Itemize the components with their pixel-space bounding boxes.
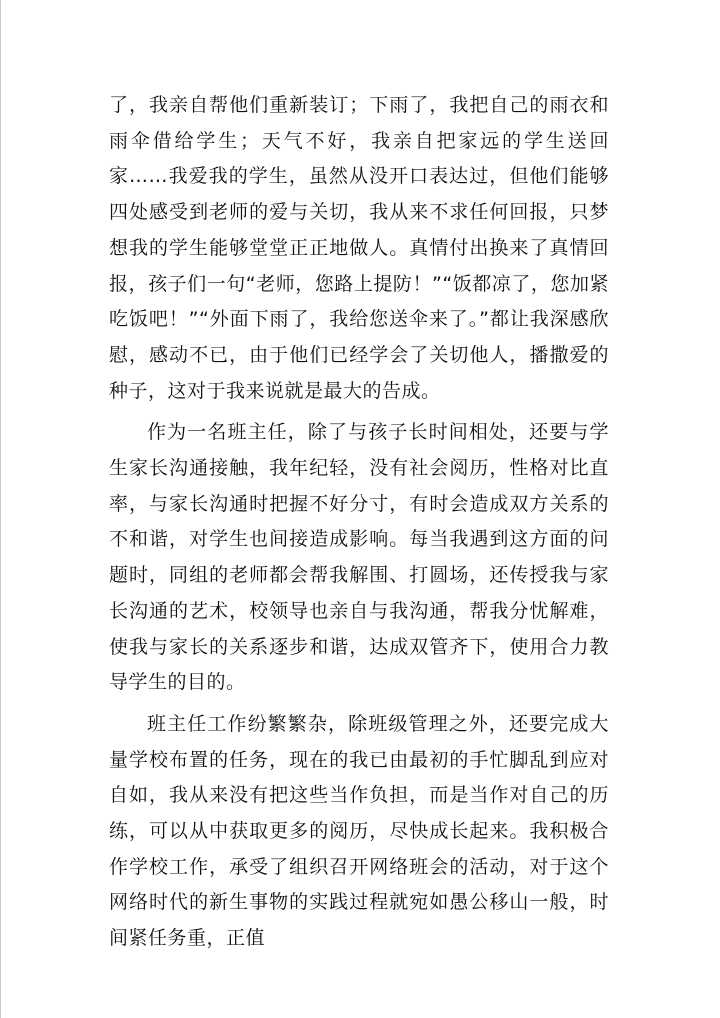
paragraph-1: 了，我亲自帮他们重新装订；下雨了，我把自己的雨衣和雨伞借给学生；天气不好，我亲自把家远的学生送回家……我爱我的学生，虽然从没开口表达过，但他们能够四处感受到老师的爱与关切，我从来不求任何回报，只梦想我的学生能够堂堂正正地做人。真情付出换来了真情回报，孩子们一句“老师，您路上提防！”“饭都凉了，您加紧吃饭吧！”“外面下雨了，我给您送伞来了。”都让我深感欣慰，感动不已，由于他们已经学会了关切他人，播撒爱的种子，这对于我来说就是最大的告成。 bbox=[109, 94, 609, 402]
document-body bbox=[109, 88, 609, 963]
paragraph-3: 班主任工作纷繁繁杂，除班级管理之外，还要完成大量学校布置的任务，现在的我已由最初的手忙脚乱到应对自如，我从来没有把这些当作负担，而是当作对自己的历练，可以从中获取更多的阅历，尽快成长起来。我积极合作学校工作，承受了组织召开网络班会的活动，对于这个网络时代的新生事物的实践过程就宛如愚公移山一般，时间紧任务重，正值 bbox=[109, 712, 609, 950]
paragraph-2: 作为一名班主任，除了与孩子长时间相处，还要与学生家长沟通接触，我年纪轻，没有社会阅历，性格对比直率，与家长沟通时把握不好分寸，有时会造成双方关系的不和谐，对学生也间接造成影响。每当我遇到这方面的问题时，同组的老师都会帮我解围、打圆场，还传授我与家长沟通的艺术，校领导也亲自与我沟通，帮我分忧解难，使我与家长的关系逐步和谐，达成双管齐下，使用合力教导学生的目的。 bbox=[109, 421, 609, 694]
